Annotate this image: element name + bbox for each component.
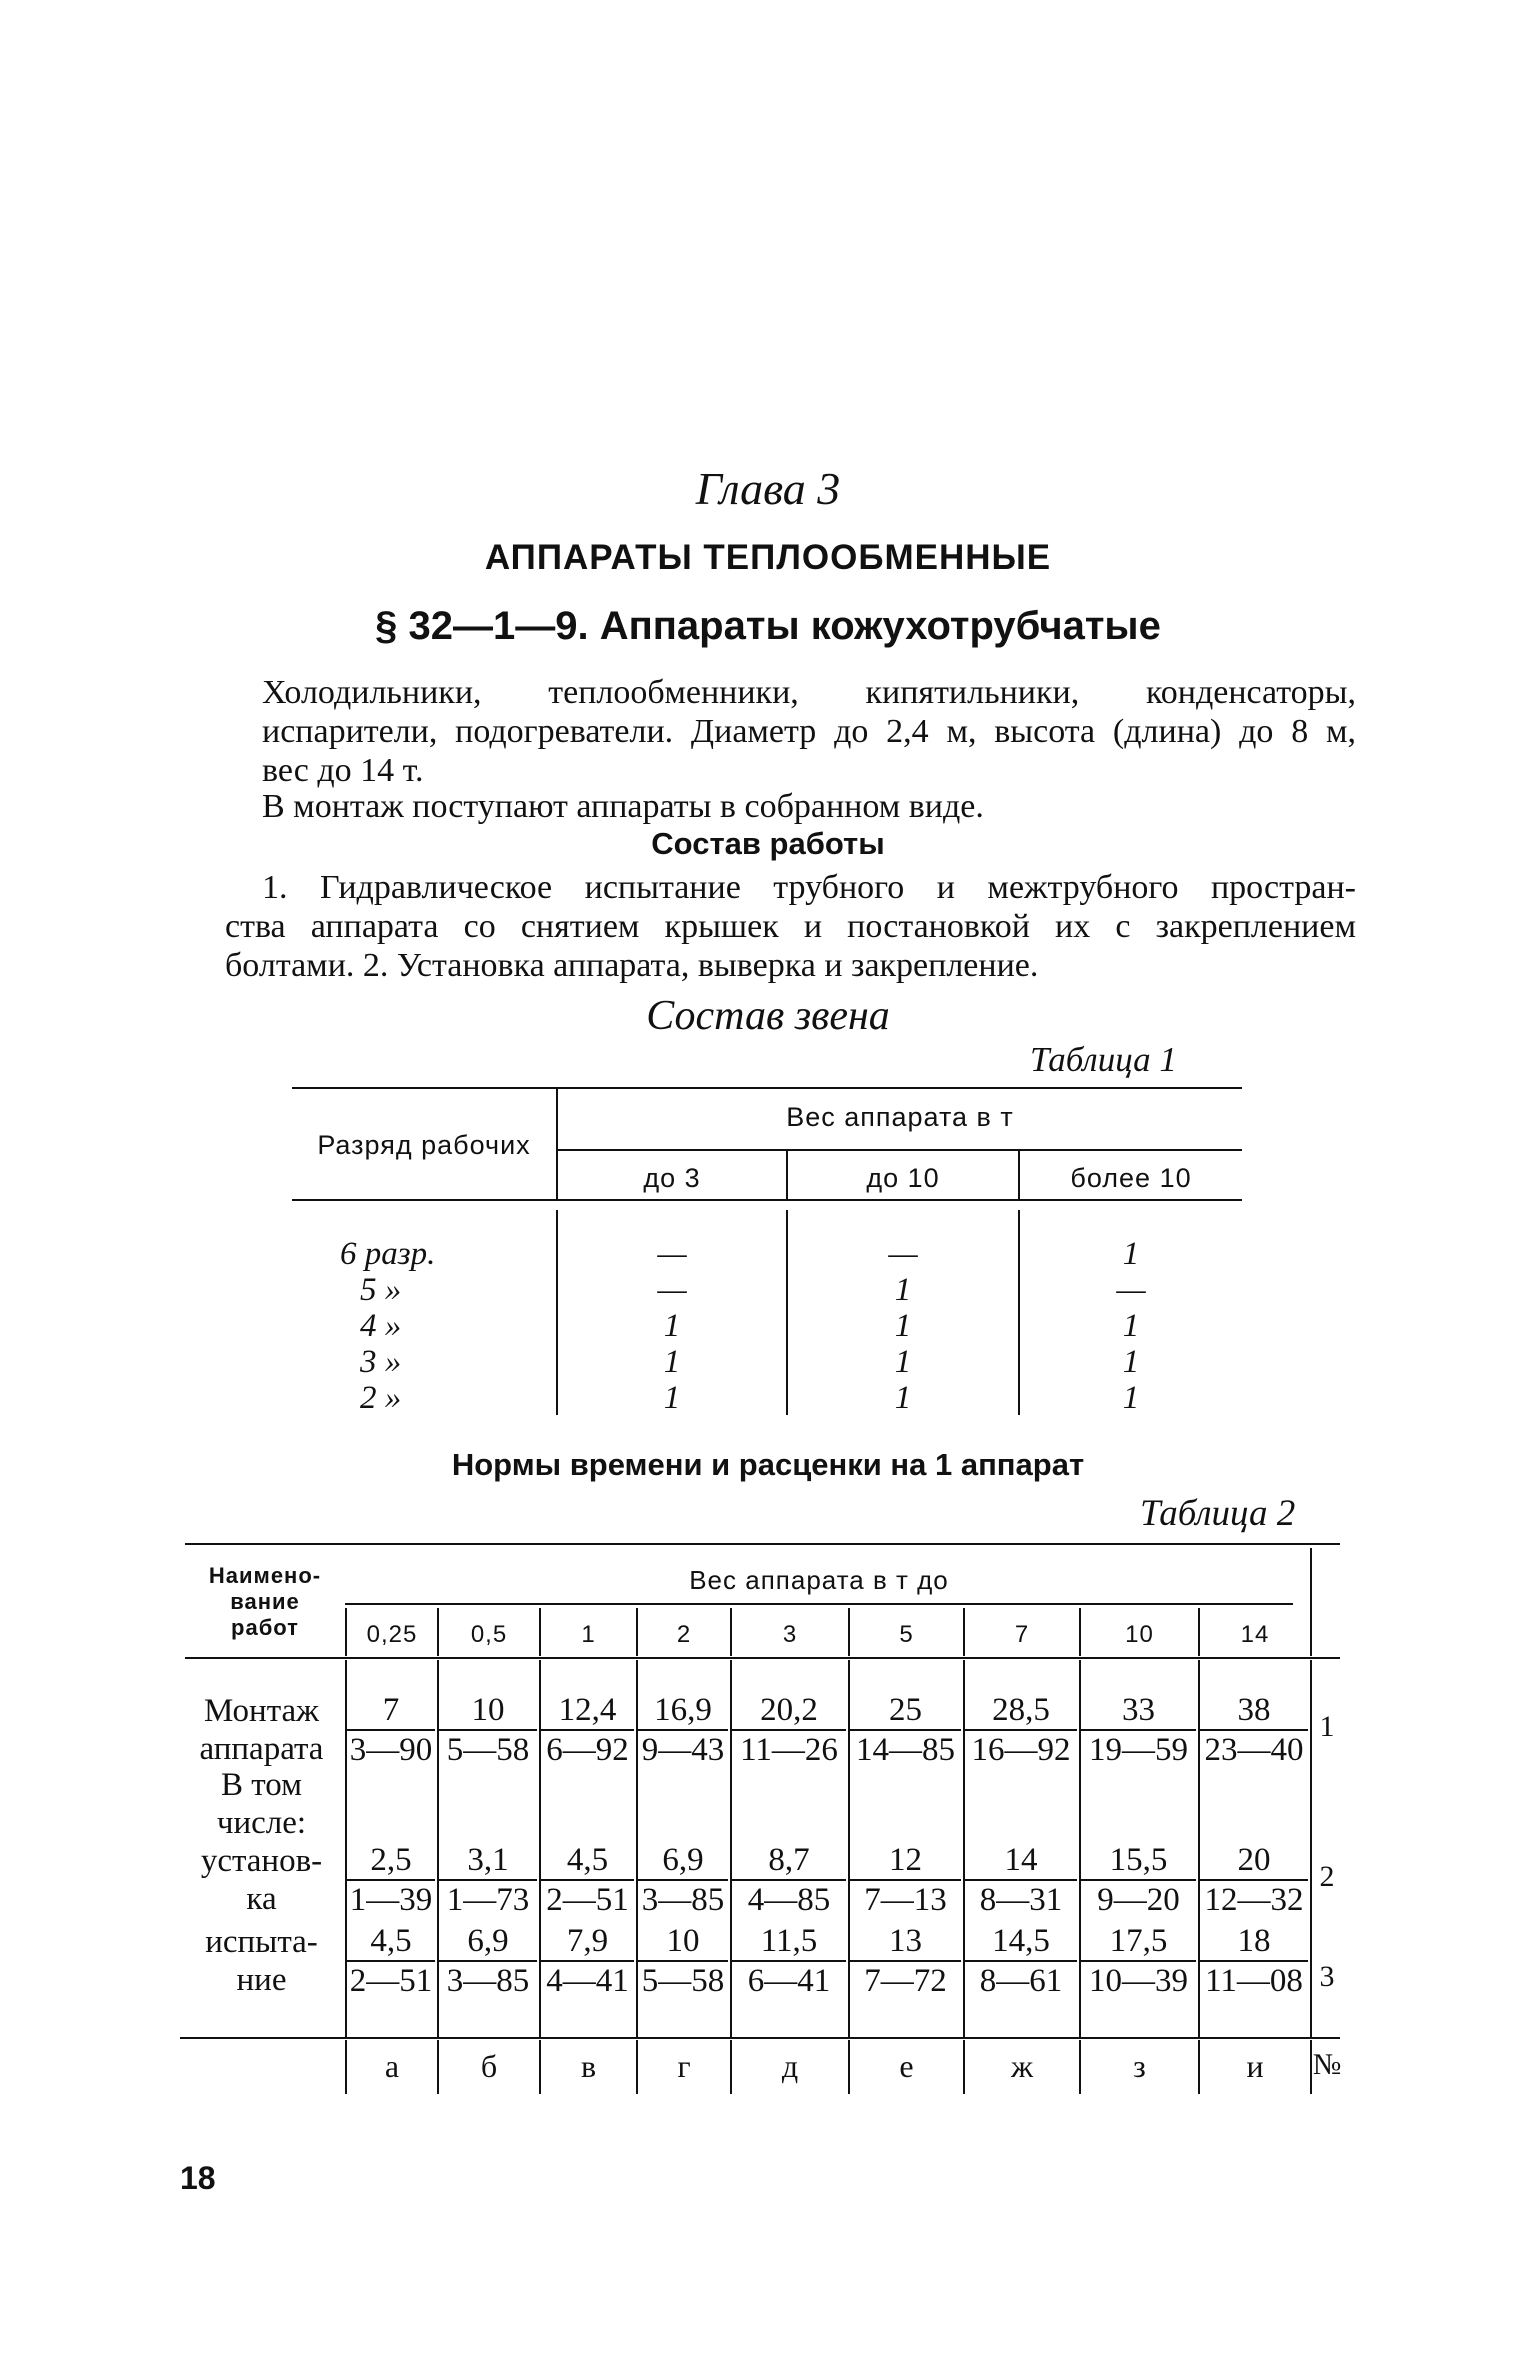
table2-cell-rate: 2—51 (347, 1960, 435, 2000)
table2-head-rule (185, 1657, 1340, 1659)
table2-cell-norm: 10 (471, 1692, 505, 1728)
table1-top-rule (292, 1087, 1242, 1089)
table2-cell-rate: 6—92 (541, 1729, 634, 1769)
table2-row-number: 3 (1319, 1960, 1335, 1993)
table2-cell-rate: 9—20 (1081, 1879, 1196, 1919)
table1-cell: — (657, 1272, 687, 1308)
section-title: § 32—1—9. Аппараты кожухотрубчатые (375, 604, 1161, 648)
work-line-3: болтами. 2. Установка аппарата, выверка и закрепление. (225, 947, 1039, 984)
table2-cell (1200, 1841, 1308, 1919)
intro-line-1: Холодильники, теплообменники, кипятильники, конденсаторы, (262, 674, 1356, 711)
table1-row-grade: 2 » (360, 1380, 402, 1416)
table2-footer-letter: г (677, 2048, 691, 2084)
table2-cell-rate: 9—43 (638, 1729, 728, 1769)
table2-cell-norm: 20,2 (760, 1692, 818, 1728)
table2-top-rule (185, 1543, 1340, 1545)
table2-row-name-line: установ- (200, 1843, 323, 1879)
table2-cell-rate: 7—13 (850, 1879, 961, 1919)
table2-cell (1081, 1841, 1196, 1919)
table2-cell (439, 1922, 537, 2000)
table2-footer-letter: а (384, 2048, 400, 2084)
table1-cell: 1 (894, 1308, 912, 1344)
table2-col-header-line: Наимено- (208, 1563, 322, 1588)
table1-col-3: более 10 (1070, 1163, 1192, 1193)
table2-col-header-6: 5 (899, 1621, 914, 1648)
table2-row-name-line: аппарата (199, 1731, 324, 1767)
table2-cell-norm: 7 (382, 1692, 400, 1728)
table1-cell: 1 (1122, 1236, 1140, 1272)
table2-col-header-8: 10 (1125, 1621, 1154, 1648)
table2-cell-rate: 2—51 (541, 1879, 634, 1919)
work-line-1: 1. Гидравлическое испытание трубного и межтрубного простран- (262, 869, 1356, 906)
table2-cell-rate: 8—61 (965, 1960, 1077, 2000)
table2-group-header: Вес аппарата в т до (689, 1565, 949, 1595)
table2-cell-norm: 8,7 (768, 1842, 810, 1878)
page-number: 18 (180, 2160, 216, 2196)
table2-cell-norm: 6,9 (662, 1842, 704, 1878)
table2-col-header-1: 0,25 (366, 1621, 418, 1648)
table2-cell-rate: 5—58 (439, 1729, 537, 1769)
table2-row-name-line: числе: (216, 1805, 307, 1841)
table2-cell-norm: 13 (889, 1923, 922, 1959)
table2-footer-letter: е (899, 2048, 914, 2084)
table1-cell: 1 (894, 1380, 912, 1416)
table2-cell-rate: 3—85 (439, 1960, 537, 2000)
table2-cell-norm: 12,4 (558, 1692, 617, 1728)
table2-cell-rate: 3—90 (347, 1729, 435, 1769)
table2-col-header (190, 1563, 340, 1641)
table2-bottom-rule (180, 2037, 1340, 2039)
table1-cell: — (888, 1236, 918, 1272)
table2-cell (1200, 1922, 1308, 2000)
intro-line-2: испарители, подогреватели. Диаметр до 2,4 м, высота (длина) до 8 м, (262, 713, 1356, 750)
table2-cell-rate: 1—73 (439, 1879, 537, 1919)
table1-cell: — (657, 1236, 687, 1272)
table2-cell (638, 1922, 728, 2000)
table2-cell-rate: 4—85 (732, 1879, 846, 1919)
table1-cell: — (1116, 1272, 1146, 1308)
table2-cell-norm: 20 (1237, 1842, 1271, 1878)
table1-cell: 1 (663, 1344, 681, 1380)
table2-mid-rule (345, 1603, 1293, 1605)
table2-cell (1081, 1691, 1196, 1769)
table2-cell-norm: 3,1 (467, 1842, 509, 1878)
table1-cell: 1 (894, 1272, 912, 1308)
table2-cell-norm: 14 (1004, 1842, 1038, 1878)
table2-row-number: 1 (1319, 1710, 1335, 1743)
table2-cell-rate: 1—39 (347, 1879, 435, 1919)
table2-row-number: 2 (1319, 1860, 1335, 1893)
table1-col-header: Разряд рабочих (317, 1130, 531, 1160)
table2-label: Таблица 2 (1140, 1493, 1296, 1534)
table2-cell-norm: 16,9 (654, 1692, 712, 1728)
table2-cell-norm: 12 (889, 1842, 922, 1878)
table2-row-name-line: Монтаж (204, 1693, 319, 1729)
table2-cell (850, 1922, 961, 2000)
table1-col-2: до 10 (866, 1163, 940, 1193)
table1-head-rule (292, 1199, 1242, 1201)
table2-footer-letter: в (580, 2048, 597, 2084)
table2-col-header-7: 7 (1014, 1621, 1030, 1648)
intro-line-3: вес до 14 т. (262, 752, 424, 789)
table2-cell-rate: 11—26 (732, 1729, 846, 1769)
table1-col-1: до 3 (643, 1163, 701, 1193)
table2-cell-rate: 7—72 (850, 1960, 961, 2000)
work-paragraph (225, 868, 1356, 985)
table2-cell-rate: 16—92 (965, 1729, 1077, 1769)
table2-row-name-line: испыта- (205, 1924, 318, 1960)
table2-cell-rate: 8—31 (965, 1879, 1077, 1919)
table1-cell: 1 (663, 1308, 681, 1344)
table2-cell-rate: 23—40 (1200, 1729, 1308, 1769)
table2-cell-norm: 7,9 (566, 1923, 609, 1959)
table2-cell (1081, 1922, 1196, 2000)
table2-footer-letter: ж (1010, 2048, 1034, 2084)
chapter-name: АППАРАТЫ ТЕПЛООБМЕННЫЕ (484, 538, 1052, 577)
crew-heading: Состав звена (646, 993, 890, 1039)
table2-cell (347, 1841, 435, 1919)
table2-cell (850, 1841, 961, 1919)
table2-footer-letter: б (480, 2048, 498, 2084)
table2-cell-norm: 28,5 (992, 1692, 1050, 1728)
table2-cell (732, 1841, 846, 1919)
table2-row-name-line: В том (220, 1767, 302, 1803)
table2-cell-rate: 6—41 (732, 1960, 846, 2000)
table2-cell (965, 1922, 1077, 2000)
table2-col-header-9: 14 (1240, 1621, 1270, 1648)
table2-cell-norm: 4,5 (370, 1923, 412, 1959)
table2-cell (850, 1691, 961, 1769)
table2-footer-letter: и (1246, 2048, 1264, 2084)
table2-right-vline (1310, 1548, 1312, 1656)
chapter-title: Глава 3 (695, 463, 841, 514)
table2-cell-rate: 5—58 (638, 1960, 728, 2000)
table2-cell-norm: 2,5 (370, 1842, 412, 1878)
table2-cell-rate: 14—85 (850, 1729, 961, 1769)
table2-cell-norm: 10 (666, 1923, 700, 1959)
table1-row-grade: 6 разр. (340, 1236, 436, 1272)
table2-cell-rate: 10—39 (1081, 1960, 1196, 2000)
norms-heading: Нормы времени и расценки на 1 аппарат (451, 1447, 1085, 1482)
table2-cell-norm: 38 (1237, 1692, 1271, 1728)
table2-cell (541, 1922, 634, 2000)
table1-group-header: Вес аппарата в т (786, 1102, 1014, 1132)
table2-cell-norm: 25 (889, 1692, 922, 1728)
table2-row-name-line: ние (236, 1962, 287, 1998)
table2-cell (439, 1691, 537, 1769)
table1-label: Таблица 1 (1030, 1040, 1177, 1079)
table1-row-grade: 5 » (360, 1272, 402, 1308)
table2-cell-rate: 4—41 (541, 1960, 634, 2000)
table2-cell-rate: 19—59 (1081, 1729, 1196, 1769)
table2-cell-norm: 11,5 (760, 1923, 818, 1959)
work-heading: Состав работы (651, 826, 885, 861)
table2-col-header-line: работ (231, 1615, 299, 1640)
table2-cell-norm: 33 (1122, 1692, 1155, 1728)
table2-cell (965, 1841, 1077, 1919)
table1-row-grade: 3 » (360, 1344, 402, 1380)
table1-cell: 1 (663, 1380, 681, 1416)
table2-cell-rate: 3—85 (638, 1879, 728, 1919)
table2-footer-no: № (1312, 2048, 1342, 2081)
table1-row-grade: 4 » (360, 1308, 402, 1344)
table2-row-name-line: ка (246, 1881, 277, 1917)
table2-cell-norm: 18 (1237, 1923, 1271, 1959)
table2-cell (439, 1841, 537, 1919)
table2-cell (347, 1691, 435, 1769)
table2-cell-norm: 17,5 (1109, 1923, 1168, 1959)
table2-col-header-4: 2 (676, 1621, 692, 1648)
table2-cell (732, 1922, 846, 2000)
intro-paragraph (262, 673, 1356, 790)
table1-mid-rule (558, 1149, 1242, 1151)
table2-col-header-line: вание (230, 1589, 300, 1614)
table2-cell-norm: 14,5 (992, 1923, 1050, 1959)
table2-col-header-3: 1 (581, 1621, 596, 1648)
table2-cell-norm: 6,9 (467, 1923, 509, 1959)
table1-cell: 1 (894, 1344, 912, 1380)
table2-cell-rate: 12—32 (1200, 1879, 1308, 1919)
table2-cell (638, 1691, 728, 1769)
work-line-2: ства аппарата со снятием крышек и постановкой их с закреплением (225, 908, 1356, 945)
table2-col-header-5: 3 (782, 1621, 798, 1648)
table1-cell: 1 (1122, 1380, 1140, 1416)
table2-cell-rate: 11—08 (1200, 1960, 1308, 2000)
table2-cell (1200, 1691, 1308, 1769)
table2-cell (965, 1691, 1077, 1769)
table2-cell (732, 1691, 846, 1769)
table2-footer-letter: д (781, 2048, 799, 2084)
table2-cell (541, 1691, 634, 1769)
intro-line-delivery: В монтаж поступают аппараты в собранном виде. (262, 788, 984, 825)
table2-cell (638, 1841, 728, 1919)
table2-footer-letter: з (1133, 2048, 1146, 2084)
table2-cell (541, 1841, 634, 1919)
table1-cell: 1 (1122, 1308, 1140, 1344)
table2-cell (347, 1922, 435, 2000)
table2-cell-norm: 15,5 (1109, 1842, 1168, 1878)
table2-cell-norm: 4,5 (566, 1842, 609, 1878)
table2-col-header-2: 0,5 (470, 1621, 508, 1648)
table1-cell: 1 (1122, 1344, 1140, 1380)
